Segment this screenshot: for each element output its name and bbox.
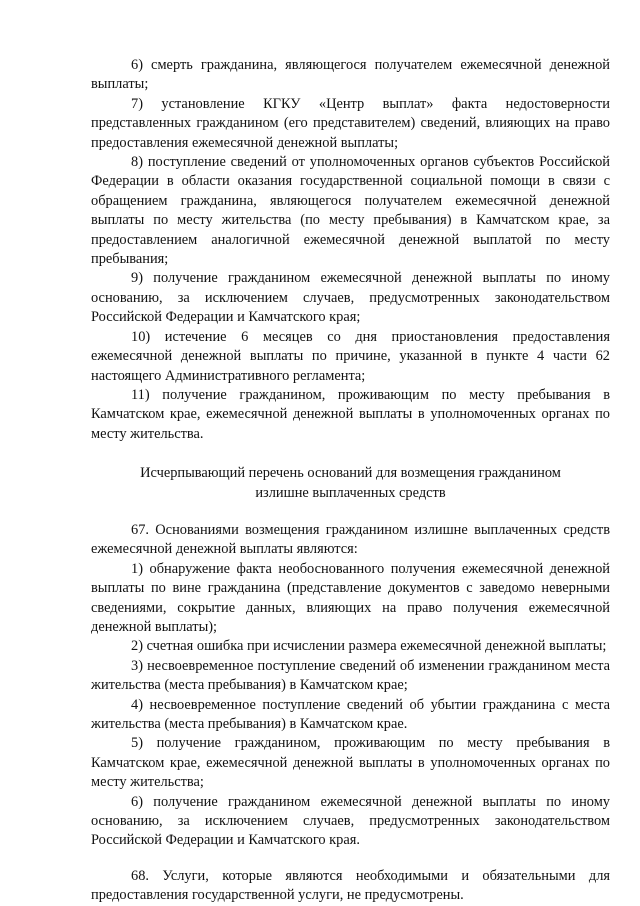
paragraph-67-item-6: 6) получение гражданином ежемесячной денежной выплаты по иному основанию, за исключением случаев, предусмотренных законодательством Российской Федерации и Камчатского края. — [91, 793, 610, 849]
paragraph-item-11-place-of-stay: 11) получение гражданином, проживающим по месту пребывания в Камчатском крае, ежемесячной денежной выплаты в уполномоченных органах по месту жительства. — [91, 386, 610, 442]
section-heading-line-1: Исчерпывающий перечень оснований для возмещения гражданином — [140, 465, 561, 482]
paragraph-68: 68. Услуги, которые являются необходимыми и обязательными для предоставления государственной услуги, не предусмотрены. — [91, 867, 610, 904]
paragraph-item-9-other-basis: 9) получение гражданином ежемесячной денежной выплаты по иному основанию, за исключением случаев, предусмотренных законодательством Российской Федерации и Камчатского края; — [91, 270, 610, 326]
paragraph-67-item-3: 3) несвоевременное поступление сведений об изменении гражданином места жительства (места пребывания) в Камчатском крае; — [91, 657, 610, 694]
paragraph-item-7-false-info: 7) установление КГКУ «Центр выплат» факта недостоверности представленных гражданином (его представителем) сведений, влияющих на право предоставления ежемесячной денежной выплаты; — [91, 95, 610, 151]
paragraph-item-10-six-months: 10) истечение 6 месяцев со дня приостановления предоставления ежемесячной денежной выплаты по причине, указанной в пункте 4 части 62 настоящего Административного регламента; — [91, 328, 610, 384]
paragraph-67-intro: 67. Основаниями возмещения гражданином излишне выплаченных средств ежемесячной денежной выплаты являются: — [91, 521, 610, 558]
paragraph-67-item-5: 5) получение гражданином, проживающим по месту пребывания в Камчатском крае, ежемесячной денежной выплаты в уполномоченных органах по месту жительства; — [91, 735, 610, 791]
paragraph-item-8-other-region: 8) поступление сведений от уполномоченных органов субъектов Российской Федерации в области оказания государственной социальной помощи в связи с обращением гражданина, являющегося получателем ежемесячной денежной выплаты по месту жительства (по месту пребывания) в Камчатском крае, за предоставлением аналогичной ежемесячной денежной выплатой по месту пребывания; — [91, 154, 610, 268]
section-heading — [91, 464, 610, 503]
paragraph-67-item-1: 1) обнаружение факта необоснованного получения ежемесячной денежной выплаты по вине гражданина (представление документов с заведомо неверными сведениями, сокрытие данных, влияющих на право получения ежемесячной денежной выплаты); — [91, 560, 610, 635]
paragraph-67-item-2: 2) счетная ошибка при исчислении размера ежемесячной денежной выплаты; — [131, 638, 607, 655]
paragraph-67-item-4: 4) несвоевременное поступление сведений об убытии гражданина с места жительства (места пребывания) в Камчатском крае. — [91, 696, 610, 732]
section-heading-line-2: излишне выплаченных средств — [255, 484, 446, 501]
paragraph-item-6-death: 6) смерть гражданина, являющегося получателем ежемесячной денежной выплаты; — [91, 57, 610, 93]
